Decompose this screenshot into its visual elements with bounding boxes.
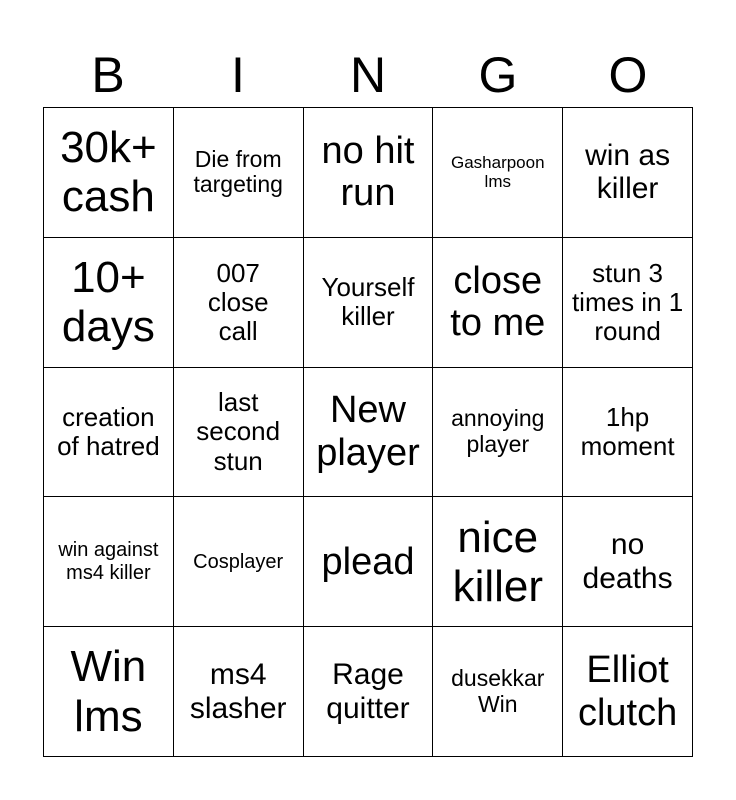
bingo-grid	[43, 107, 693, 757]
bingo-cell[interactable]	[433, 627, 563, 757]
cell-text: Rage quitter	[326, 658, 410, 725]
cell-text: 10+ days	[61, 252, 155, 352]
bingo-cell[interactable]	[174, 497, 304, 627]
header-letter-g: G	[478, 47, 518, 103]
cell-text: nice killer	[452, 512, 544, 611]
bingo-cell[interactable]	[563, 627, 693, 757]
cell-text: win against ms4 killer	[58, 539, 159, 584]
bingo-header	[43, 44, 693, 106]
bingo-cell[interactable]	[44, 238, 174, 368]
bingo-cell[interactable]	[304, 368, 434, 498]
header-letter-b: B	[91, 47, 125, 103]
bingo-cell[interactable]	[174, 108, 304, 238]
cell-text: Win lms	[70, 642, 147, 741]
cell-text: Gasharpoon lms	[450, 153, 545, 192]
bingo-cell[interactable]	[563, 368, 693, 498]
cell-text: New player	[316, 389, 420, 474]
bingo-cell[interactable]	[174, 368, 304, 498]
bingo-cell[interactable]	[433, 238, 563, 368]
bingo-cell[interactable]	[174, 238, 304, 368]
bingo-cell[interactable]	[433, 497, 563, 627]
cell-text: stun 3 times in 1 round	[571, 257, 684, 346]
bingo-cell[interactable]	[304, 108, 434, 238]
header-letter-i: I	[231, 47, 245, 103]
bingo-cell[interactable]	[433, 368, 563, 498]
cell-text: 007 close call	[207, 257, 269, 346]
bingo-cell[interactable]	[563, 238, 693, 368]
header-letter-n: N	[349, 47, 387, 103]
cell-text: annoying player	[451, 405, 545, 457]
cell-text: win as killer	[585, 138, 671, 206]
bingo-cell[interactable]	[433, 108, 563, 238]
cell-text: creation of hatred	[57, 401, 160, 461]
cell-text: Yourself killer	[321, 272, 415, 332]
cell-text: Elliot clutch	[577, 649, 678, 734]
bingo-cell[interactable]	[563, 108, 693, 238]
cell-text: Die from targeting	[193, 145, 283, 198]
bingo-cell[interactable]	[304, 627, 434, 757]
bingo-cell[interactable]	[563, 497, 693, 627]
cell-text: Cosplayer	[193, 550, 284, 573]
cell-text: ms4 slasher	[189, 658, 287, 725]
cell-text: last second stun	[196, 387, 281, 476]
header-letter-o: O	[608, 47, 648, 103]
cell-text: no deaths	[582, 528, 673, 595]
bingo-cell[interactable]	[44, 627, 174, 757]
cell-text: close to me	[450, 259, 546, 345]
cell-text: 1hp moment	[580, 401, 675, 461]
bingo-cell[interactable]	[304, 497, 434, 627]
cell-text: plead	[321, 540, 415, 583]
cell-text: 30k+ cash	[60, 123, 157, 222]
bingo-cell[interactable]	[44, 368, 174, 498]
bingo-cell[interactable]	[44, 497, 174, 627]
bingo-cell[interactable]	[44, 108, 174, 238]
cell-text: dusekkar Win	[451, 664, 545, 717]
bingo-cell[interactable]	[174, 627, 304, 757]
cell-text: no hit run	[321, 129, 415, 215]
bingo-cell[interactable]	[304, 238, 434, 368]
